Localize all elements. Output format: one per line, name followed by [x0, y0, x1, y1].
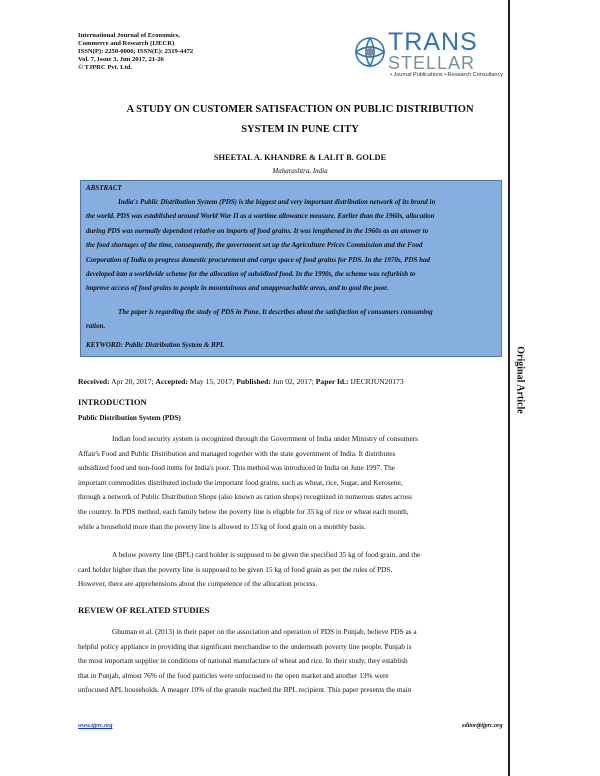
text-line: Indian food security system is recognized through the Government of India under Ministry of consumers: [112, 434, 418, 443]
published-label: Published:: [236, 377, 271, 386]
logo-stellar-text: STELLAR: [388, 53, 476, 73]
abstract-keywords: KEYWORD: Public Distribution System & BPL: [86, 341, 225, 349]
paper-title-line-1: A STUDY ON CUSTOMER SATISFACTION ON PUBLIC DISTRIBUTION: [126, 104, 474, 115]
abstract-line: The paper is regarding the study of PDS in Pune. It describes about the satisfaction of consumers consuming: [118, 308, 433, 316]
text-line: Affair's Food and Public Distribution and managed together with the state government of India. It distributes: [78, 448, 396, 458]
paper-affiliation: Maharashtra, India: [272, 167, 328, 175]
received-label: Received:: [78, 377, 110, 386]
text-line: the country. In PDS method, each family below the poverty line is eligible for 35 kg of rice or wheat each month,: [78, 506, 409, 516]
abstract-line: improve access of food grains to people in mountainous and unapproachable areas, and to goal the poor.: [86, 284, 389, 293]
text-line: card holder higher than the poverty line is supposed to be given 15 kg of food grain as per the rules of PDS.: [78, 564, 393, 574]
text-line: through a network of Public Distribution Shops (also known as ration shops) recognized in numerous states across: [78, 492, 412, 502]
section-heading-review: REVIEW OF RELATED STUDIES: [78, 605, 210, 615]
subsection-heading-pds: Public Distribution System (PDS): [78, 414, 181, 422]
abstract-line: the food shortages of the time, consequently, the government set up the Agriculture Prices Commission and the Food: [86, 241, 423, 250]
abstract-line: Corporation of India to progress domestic procurement and cargo space of food grains for PDS. In the 1970s, PDS had: [86, 255, 431, 264]
journal-info-line: Vol. 7, Issue 3, Jun 2017, 21-26: [78, 56, 164, 64]
text-line: A below poverty line (BPL) card holder is supposed to be given the specified 35 kg of food grain, and the: [112, 550, 421, 559]
received-date: Apr 20, 2017;: [111, 377, 154, 386]
paper-authors: SHEETAL A. KHANDRE & LALIT B. GOLDE: [213, 153, 387, 162]
abstract-line: India's Public Distribution System (PDS) is the biggest and very important distribution network of its brand in: [118, 198, 436, 206]
section-heading-introduction: INTRODUCTION: [78, 397, 147, 407]
abstract-line: the world. PDS was established around World War II as a wartime allowance measure. Earlier than the 1960s, allocation: [86, 212, 435, 221]
abstract-line: ration.: [86, 322, 106, 331]
review-paragraph-1: [78, 625, 509, 698]
article-type-label: Original Article: [514, 346, 526, 414]
intro-paragraph-2: [78, 548, 509, 592]
text-line: Ghuman et al. (2013) in their paper on the association and operation of PDS in Punjab, believe PDS as a: [112, 627, 417, 636]
journal-info-line: International Journal of Economics,: [78, 32, 180, 39]
abstract-box: [80, 180, 502, 357]
text-line: the most important supplier in conditions of national manufacture of wheat and rice. In their study, they establish: [78, 656, 408, 666]
logo-tagline: • Journal Publications • Research Consultancy: [390, 72, 503, 78]
journal-info-line: ISSN(P): 2250-0006; ISSN(E): 2319-4472: [78, 48, 194, 56]
intro-paragraph-1: [78, 432, 509, 534]
text-line: subsidized food and non-food items for India's poor. This method was introduced in India on June 1997. The: [78, 463, 395, 473]
publisher-logo-icon: [350, 30, 390, 74]
text-line: that in Punjab, almost 76% of the food particles were unfocused to the open market and another 13% were: [78, 670, 389, 680]
text-line: important commodities distributed include the important food grains, such as wheat, rice, Sugar, and Kerosene,: [78, 477, 403, 487]
accepted-label: Accepted:: [155, 377, 188, 386]
text-line: unfocused APL households. A meager 10% of the granule reached the BPL recipient. This paper presents the main: [78, 685, 412, 695]
accepted-date: May 15, 2017;: [189, 377, 235, 386]
published-date: Jun 02, 2017;: [272, 377, 314, 386]
paper-id: IJECRJUN20173: [350, 377, 404, 386]
abstract-line: developed into a worldwide scheme for the allocation of subsidized food. In the 1990s, the scheme was refurbish to: [86, 270, 416, 279]
website-link[interactable]: www.tjprc.org: [78, 723, 113, 729]
abstract-paragraph-2: [86, 305, 498, 334]
text-line: helpful policy appliance in providing that significant merchandise to the underneath poverty line people. Punjab is: [78, 641, 412, 651]
abstract-heading: ABSTRACT: [86, 184, 122, 192]
journal-info-line: © TJPRC Pvt. Ltd.: [78, 64, 133, 72]
text-line: However, there are apprehensions about the competence of the allocation process.: [78, 579, 318, 589]
logo-trans-text: TRANS: [388, 28, 478, 56]
paper-id-label: Paper Id.:: [315, 377, 349, 386]
journal-info: [78, 32, 193, 72]
editor-email: editor@tjprc.org: [462, 723, 503, 729]
text-line: while a household more than the poverty line is allowed to 15 kg of food grain on a monthly basis.: [78, 521, 366, 531]
dates-line: [78, 377, 404, 386]
journal-info-line: Commerce and Research (IJECR): [78, 40, 175, 48]
abstract-line: during PDS was normally dependent relative on imports of food grains. It was lengthened in the 1960s as an answer to: [86, 226, 429, 235]
abstract-paragraph-1: [86, 195, 498, 296]
paper-title-line-2: SYSTEM IN PUNE CITY: [241, 124, 359, 135]
